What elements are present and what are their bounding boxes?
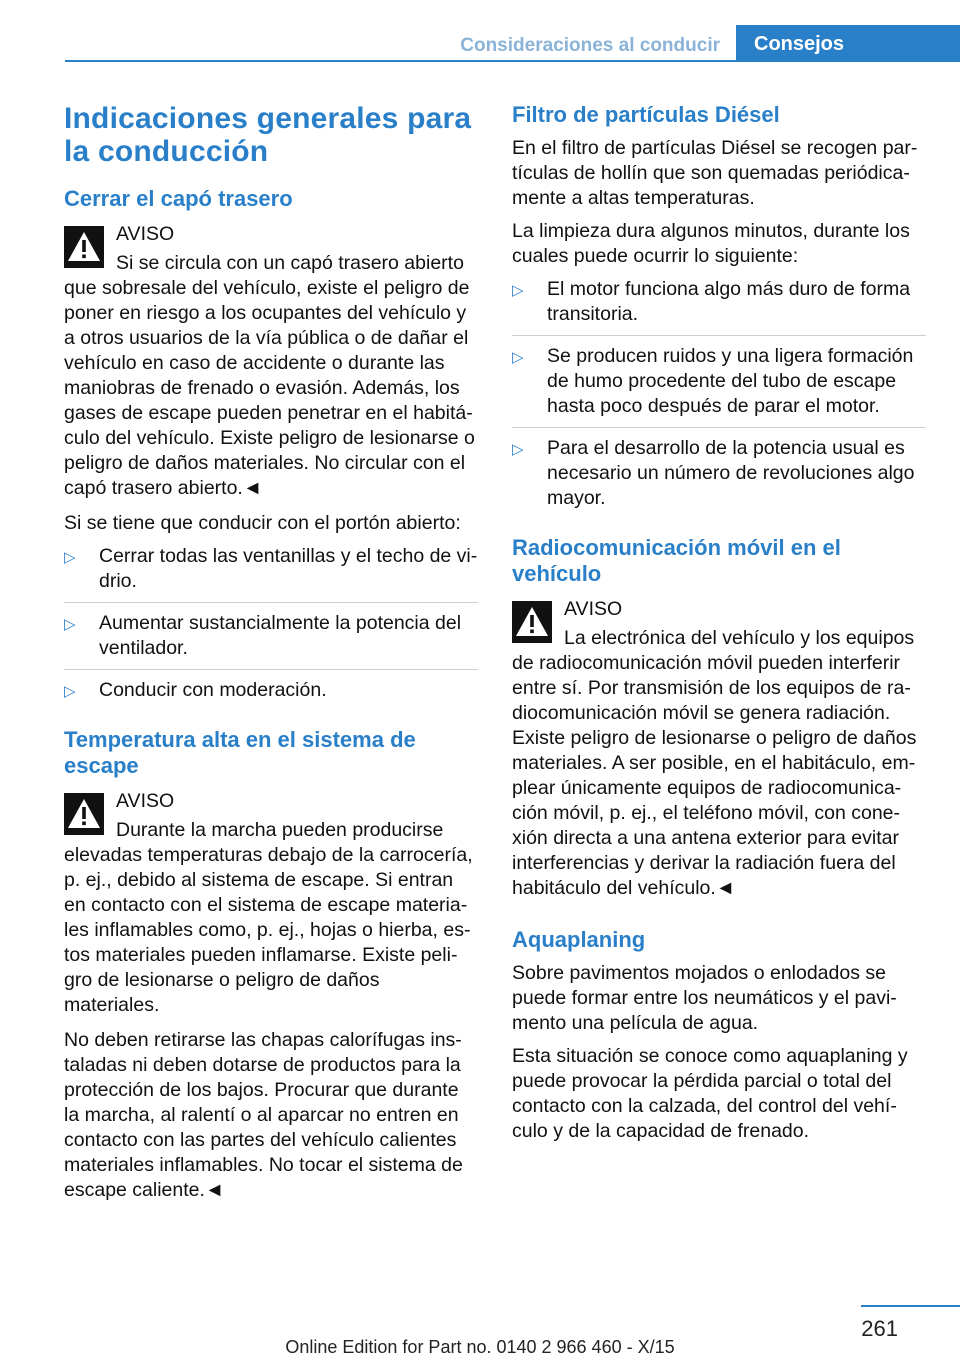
triangle-right-icon: ▷ [64,683,76,700]
section-title: Radiocomunicación móvil en el vehículo [512,535,841,586]
paragraph: Esta situación se conoce como aquaplaning y puede provocar la pérdida parcial o total del contacto con la calzada, del control del vehículo y de la capacidad de frenado. [512,1045,908,1142]
list-item-text: Aumentar sustancialmente la potencia del ventilador. [99,612,462,659]
header-rule [65,60,960,62]
list-item [64,678,478,711]
warning-title: AVISO [564,598,623,620]
warning-triangle-icon [512,601,552,643]
warning-text: Durante la marcha pueden producirse elevadas temperaturas debajo de la carrocería, p. ej., debido al sistema de escape. Si entran en contacto con el sistema de escape materiales inflamables como, p. ej., hojas o hierba, estos materiales pueden inflamarse. Existe peligro de lesionarse o peligro de daños materiales. [64,819,473,1016]
section-title: Temperatura alta en el sistema de escape [64,727,416,778]
warning-triangle-icon [64,793,104,835]
list-item-text: Para el desarrollo de la potencia usual es necesario un número de revoluciones algo mayor. [547,437,915,509]
paragraph: No deben retirarse las chapas calorífugas instaladas ni deben dotarse de productos para la protección de los bajos. Procurar que durante la marcha, al ralentí o al aparcar no entren en contacto con las partes del vehículo calientes materiales inflamables. No tocar el sistema de escape caliente.◄ [64,1029,463,1201]
paragraph: La limpieza dura algunos minutos, durante los cuales puede ocurrir lo siguiente: [512,220,910,267]
list-item-text: Se producen ruidos y una ligera formación de humo procedente del tubo de escape hasta poco después de parar el motor. [547,345,914,417]
warning-text: La electrónica del vehículo y los equipos de radiocomunicación móvil pueden interferir entre sí. Por transmisión de los equipos de radiocomunicación móvil se genera radiación. Existe peligro de lesionarse o peligro de daños materiales. A ser posible, en el habitáculo, emplear únicamente equipos de radiocomunicación móvil, p. ej., el teléfono móvil, con conexión directa a una antena exterior para evitar interferencias y derivar la radiación fuera del habitáculo del vehículo.◄ [512,627,917,899]
warning-box [512,595,926,901]
header-section-title: Consideraciones al conducir [460,35,720,56]
section-title: Filtro de partículas Diésel [512,102,780,127]
bullet-list [64,544,478,711]
triangle-right-icon: ▷ [512,282,524,299]
footer-edition: Online Edition for Part no. 0140 2 966 460 - X/15 [285,1337,675,1357]
paragraph: Si se tiene que conducir con el portón abierto: [64,512,461,534]
triangle-right-icon: ▷ [64,616,76,633]
warning-title: AVISO [116,223,175,245]
list-item [64,611,478,670]
left-column [64,102,478,1211]
section-title: Cerrar el capó trasero [64,186,293,211]
warning-box [64,787,478,1018]
list-item [512,277,926,336]
right-column [512,102,926,1152]
list-item [64,544,478,603]
warning-title: AVISO [116,790,175,812]
header-tab: Consejos [736,25,960,61]
warning-triangle-icon [64,226,104,268]
paragraph: Sobre pavimentos mojados o enlodados se puede formar entre los neumáticos y el pavimento una película de agua. [512,962,897,1034]
section-title: Aquaplaning [512,927,646,952]
triangle-right-icon: ▷ [512,349,524,366]
list-item-text: Conducir con moderación. [99,679,327,701]
warning-text: Si se circula con un capó trasero abierto que sobresale del vehículo, existe el peligro de poner en riesgo a los ocupantes del vehículo y a otros usuarios de la vía pública o de dañar el vehículo en caso de accidente o durante las maniobras de frenado o evasión. Además, los gases de escape pueden penetrar en el habitáculo del vehículo. Existe peligro de lesionarse o peligro de daños materiales. No circular con el capó trasero abierto.◄ [64,252,475,499]
paragraph: En el filtro de partículas Diésel se recogen partículas de hollín que son quemadas periódicamente a altas temperaturas. [512,137,918,209]
page-title: Indicaciones generales para la conducción [64,102,472,168]
footer-rule [861,1305,960,1307]
page-number: 261 [861,1316,898,1341]
list-item-text: Cerrar todas las ventanillas y el techo de vidrio. [99,545,478,592]
triangle-right-icon: ▷ [512,441,524,458]
list-item-text: El motor funciona algo más duro de forma transitoria. [547,278,911,325]
bullet-list [512,277,926,519]
list-item [512,344,926,428]
warning-box [64,220,478,501]
triangle-right-icon: ▷ [64,549,76,566]
list-item [512,436,926,519]
